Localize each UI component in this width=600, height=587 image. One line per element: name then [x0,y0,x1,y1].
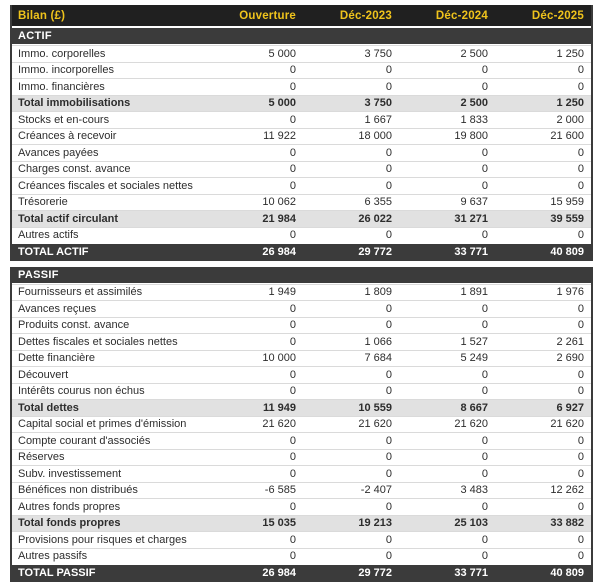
row-label: Compte courant d'associés [18,434,151,447]
cell-value: 0 [385,319,392,332]
actif-block [10,5,593,261]
cell-value: 0 [481,179,488,192]
cell-value: 0 [577,434,584,447]
row-label: Autres fonds propres [18,500,121,513]
section-header-row [12,267,591,284]
table-row [12,111,591,128]
row-label: Fournisseurs et assimilés [18,286,143,299]
cell-value: 15 959 [550,196,584,209]
cell-value: 0 [385,550,392,563]
cell-value: 39 559 [550,212,584,225]
row-label: Charges const. avance [18,163,131,176]
row-label: Avances payées [18,146,99,159]
cell-value: 21 984 [262,212,296,225]
row-label: Créances fiscales et sociales nettes [18,179,193,192]
cell-value: 26 984 [262,567,296,580]
cell-value: 2 690 [556,352,584,365]
cell-value: 0 [289,368,296,381]
cell-value: 0 [481,64,488,77]
cell-value: 26 984 [262,246,296,259]
cell-value: 0 [289,451,296,464]
table-row [12,548,591,565]
cell-value: 0 [385,385,392,398]
cell-value: 0 [385,500,392,513]
cell-value: 1 949 [268,286,296,299]
row-label: Autres actifs [18,229,79,242]
cell-value: 1 527 [460,335,488,348]
cell-value: 6 355 [364,196,392,209]
column-header-dec-2024: Déc-2024 [435,9,488,22]
row-label: Provisions pour risques et charges [18,533,187,546]
table-row [12,564,591,582]
cell-value: 0 [289,64,296,77]
cell-value: 1 976 [556,286,584,299]
cell-value: 0 [385,467,392,480]
cell-value: 0 [289,113,296,126]
cell-value: 2 500 [460,97,488,110]
cell-value: 21 620 [454,418,488,431]
cell-value: 0 [289,500,296,513]
cell-value: 0 [289,302,296,315]
cell-value: 21 600 [550,130,584,143]
cell-value: 0 [385,146,392,159]
cell-value: 0 [289,533,296,546]
cell-value: 0 [481,146,488,159]
cell-value: 0 [289,434,296,447]
table-row [12,62,591,79]
cell-value: 0 [289,80,296,93]
row-label: Avances reçues [18,302,97,315]
section-header-row [12,28,591,45]
row-label: Trésorerie [18,196,68,209]
cell-value: 0 [577,179,584,192]
cell-value: 0 [481,80,488,93]
cell-value: 0 [577,368,584,381]
cell-value: 6 927 [556,401,584,414]
cell-value: 40 809 [550,246,584,259]
cell-value: 0 [289,467,296,480]
cell-value: 1 250 [556,47,584,60]
cell-value: 0 [577,229,584,242]
cell-value: 1 250 [556,97,584,110]
cell-value: 12 262 [550,484,584,497]
table-row [12,399,591,416]
table-row [12,482,591,499]
cell-value: -2 407 [360,484,392,497]
row-label: Découvert [18,368,69,381]
cell-value: 5 249 [460,352,488,365]
row-label: TOTAL PASSIF [18,567,96,580]
cell-value: 19 800 [454,130,488,143]
cell-value: 1 667 [364,113,392,126]
cell-value: 0 [577,467,584,480]
cell-value: 11 922 [263,130,296,143]
row-label: Capital social et primes d'émission [18,418,187,431]
table-row [12,128,591,145]
table-row [12,366,591,383]
cell-value: 0 [577,64,584,77]
cell-value: 29 772 [358,246,392,259]
table-row [12,227,591,244]
cell-value: 33 882 [550,517,584,530]
row-label: Stocks et en-cours [18,113,110,126]
cell-value: 21 620 [550,418,584,431]
table-row [12,210,591,227]
row-label: Total immobilisations [18,97,131,110]
cell-value: 5 000 [268,47,296,60]
row-label: Immo. incorporelles [18,64,114,77]
cell-value: 10 000 [262,352,296,365]
cell-value: 10 559 [358,401,392,414]
cell-value: 21 620 [262,418,296,431]
cell-value: 0 [289,550,296,563]
cell-value: 26 022 [358,212,392,225]
row-label: Produits const. avance [18,319,130,332]
row-label: Subv. investissement [18,467,122,480]
row-label: Bénéfices non distribués [18,484,138,497]
row-label: Immo. financières [18,80,105,93]
cell-value: 11 949 [262,401,296,414]
cell-value: 2 500 [460,47,488,60]
cell-value: 15 035 [262,517,296,530]
cell-value: 0 [289,385,296,398]
row-label: Réserves [18,451,65,464]
table-row [12,284,591,301]
cell-value: 0 [385,80,392,93]
table-row [12,243,591,261]
row-label: Créances à recevoir [18,130,117,143]
cell-value: 0 [577,302,584,315]
table-row [12,515,591,532]
section-title: ACTIF [18,30,52,42]
cell-value: 0 [385,179,392,192]
row-label: Immo. corporelles [18,47,106,60]
cell-value: 0 [481,163,488,176]
cell-value: 0 [385,229,392,242]
cell-value: 0 [577,451,584,464]
row-label: Total dettes [18,401,79,414]
table-row [12,95,591,112]
table-title: Bilan (£) [18,9,66,22]
row-label: Dette financière [18,352,96,365]
cell-value: 0 [385,451,392,464]
row-label: Total fonds propres [18,517,121,530]
cell-value: 0 [481,533,488,546]
cell-value: 0 [481,385,488,398]
table-row [12,177,591,194]
cell-value: 0 [577,533,584,546]
table-row [12,161,591,178]
table-row [12,317,591,334]
table-row [12,416,591,433]
cell-value: 18 000 [358,130,392,143]
cell-value: 2 000 [556,113,584,126]
table-row [12,78,591,95]
cell-value: 29 772 [358,567,392,580]
row-label: Total actif circulant [18,212,119,225]
cell-value: 19 213 [358,517,392,530]
cell-value: 2 261 [556,335,584,348]
table-row [12,432,591,449]
cell-value: 0 [289,229,296,242]
cell-value: 0 [481,434,488,447]
table-row [12,333,591,350]
cell-value: 10 062 [262,196,296,209]
table-row [12,350,591,367]
cell-value: 3 750 [364,97,392,110]
column-header-dec-2025: Déc-2025 [531,9,584,22]
cell-value: 0 [481,467,488,480]
cell-value: 1 809 [364,286,392,299]
cell-value: 0 [577,163,584,176]
cell-value: 31 271 [454,212,488,225]
cell-value: 0 [385,533,392,546]
table-row [12,45,591,62]
cell-value: 40 809 [550,567,584,580]
cell-value: 1 066 [364,335,392,348]
table-header-row [12,5,591,28]
table-row [12,465,591,482]
table-row [12,144,591,161]
cell-value: 0 [289,319,296,332]
cell-value: 0 [385,368,392,381]
table-row [12,449,591,466]
row-label: Intérêts courus non échus [18,385,145,398]
cell-value: 0 [385,434,392,447]
cell-value: -6 585 [264,484,296,497]
cell-value: 0 [385,302,392,315]
cell-value: 3 750 [364,47,392,60]
cell-value: 0 [577,146,584,159]
column-header-dec-2023: Déc-2023 [339,9,392,22]
passif-block [10,267,593,582]
table-row [12,531,591,548]
cell-value: 33 771 [454,246,488,259]
row-label: Autres passifs [18,550,88,563]
cell-value: 1 891 [460,286,488,299]
cell-value: 21 620 [358,418,392,431]
cell-value: 0 [289,335,296,348]
cell-value: 3 483 [460,484,488,497]
cell-value: 0 [577,80,584,93]
column-header-ouverture: Ouverture [239,9,296,22]
cell-value: 0 [481,451,488,464]
section-title: PASSIF [18,268,59,281]
cell-value: 0 [385,64,392,77]
cell-value: 0 [577,500,584,513]
cell-value: 0 [481,302,488,315]
table-row [12,300,591,317]
cell-value: 0 [385,163,392,176]
cell-value: 0 [289,179,296,192]
cell-value: 33 771 [454,567,488,580]
table-row [12,383,591,400]
cell-value: 0 [289,146,296,159]
cell-value: 5 000 [268,97,296,110]
cell-value: 0 [481,229,488,242]
cell-value: 0 [577,550,584,563]
cell-value: 7 684 [364,352,392,365]
cell-value: 0 [481,319,488,332]
cell-value: 1 833 [460,113,488,126]
cell-value: 9 637 [460,196,488,209]
cell-value: 25 103 [454,517,488,530]
cell-value: 0 [577,319,584,332]
table-row [12,498,591,515]
cell-value: 8 667 [460,401,488,414]
cell-value: 0 [289,163,296,176]
cell-value: 0 [481,550,488,563]
row-label: TOTAL ACTIF [18,246,89,259]
cell-value: 0 [481,500,488,513]
row-label: Dettes fiscales et sociales nettes [18,335,178,348]
cell-value: 0 [577,385,584,398]
cell-value: 0 [481,368,488,381]
table-row [12,194,591,211]
